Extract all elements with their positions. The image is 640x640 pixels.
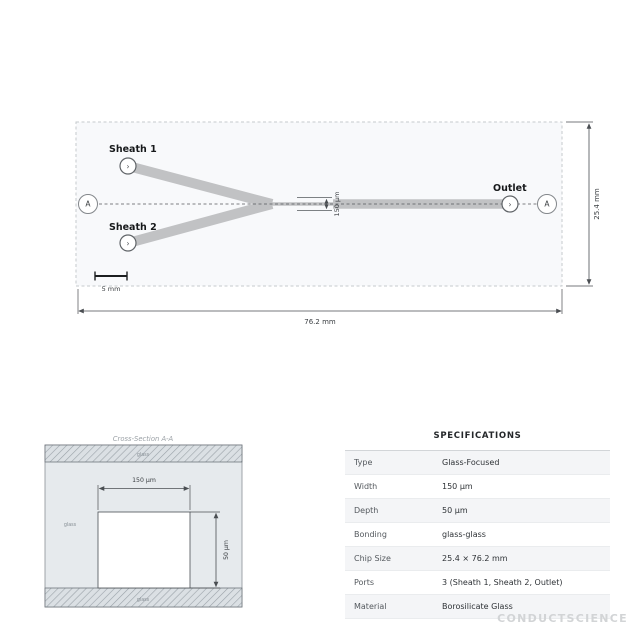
outlet-label: Outlet: [493, 183, 527, 194]
section-width-dimension-label: 150 µm: [132, 477, 156, 484]
chip-height-dimension-label: 25.4 mm: [593, 188, 602, 220]
spec-row-bonding: [345, 523, 610, 547]
spec-label: Material: [354, 602, 387, 611]
section-marker-left-label: A: [85, 199, 91, 209]
cross-section-view: [30, 425, 290, 625]
specifications-panel: [345, 431, 610, 619]
spec-value: 25.4 × 76.2 mm: [442, 554, 508, 563]
outlet-port-arrow-icon: ›: [508, 199, 512, 209]
spec-label: Bonding: [354, 530, 387, 539]
spec-row-ports: [345, 571, 610, 595]
spec-value: 3 (Sheath 1, Sheath 2, Outlet): [442, 578, 563, 587]
spec-label: Chip Size: [354, 554, 391, 563]
sheath1-port-arrow-icon: ›: [126, 161, 130, 171]
spec-row-depth: [345, 499, 610, 523]
spec-value: 150 µm: [442, 482, 473, 491]
chip-width-dimension-label: 76.2 mm: [304, 318, 336, 326]
spec-label: Depth: [354, 506, 379, 515]
spec-label: Width: [354, 482, 378, 491]
spec-value: Glass-Focused: [442, 458, 500, 467]
sheath2-port-arrow-icon: ›: [126, 238, 130, 248]
chip-width-dimension: [78, 289, 562, 326]
specifications-title: SPECIFICATIONS: [433, 431, 522, 441]
scale-bar-label: 5 mm: [101, 285, 121, 293]
spec-value: 50 µm: [442, 506, 468, 515]
channel-width-dimension-label: 150 µm: [333, 191, 342, 217]
sheath2-label: Sheath 2: [109, 222, 157, 233]
spec-label: Ports: [354, 578, 375, 587]
chip-height-dimension: [566, 122, 601, 286]
cross-section-title: Cross-Section A-A: [112, 435, 174, 443]
spec-value: Borosilicate Glass: [442, 602, 513, 611]
glass-label-side: glass: [63, 523, 77, 528]
specifications-table: [345, 450, 610, 619]
sheath1-label: Sheath 1: [109, 144, 157, 155]
channel-cross-section: [98, 512, 190, 588]
spec-row-chip-size: [345, 547, 610, 571]
section-marker-right-label: A: [544, 199, 550, 209]
glass-label-bottom: glass: [136, 598, 150, 603]
glass-label-top: glass: [136, 453, 150, 458]
spec-row-type: [345, 451, 610, 475]
conductscience-logo: CONDUCTSCIENCE: [497, 612, 628, 625]
spec-row-width: [345, 475, 610, 499]
spec-value: glass-glass: [442, 530, 486, 539]
spec-label: Type: [354, 458, 373, 467]
section-depth-dimension-label: 50 µm: [223, 540, 231, 560]
